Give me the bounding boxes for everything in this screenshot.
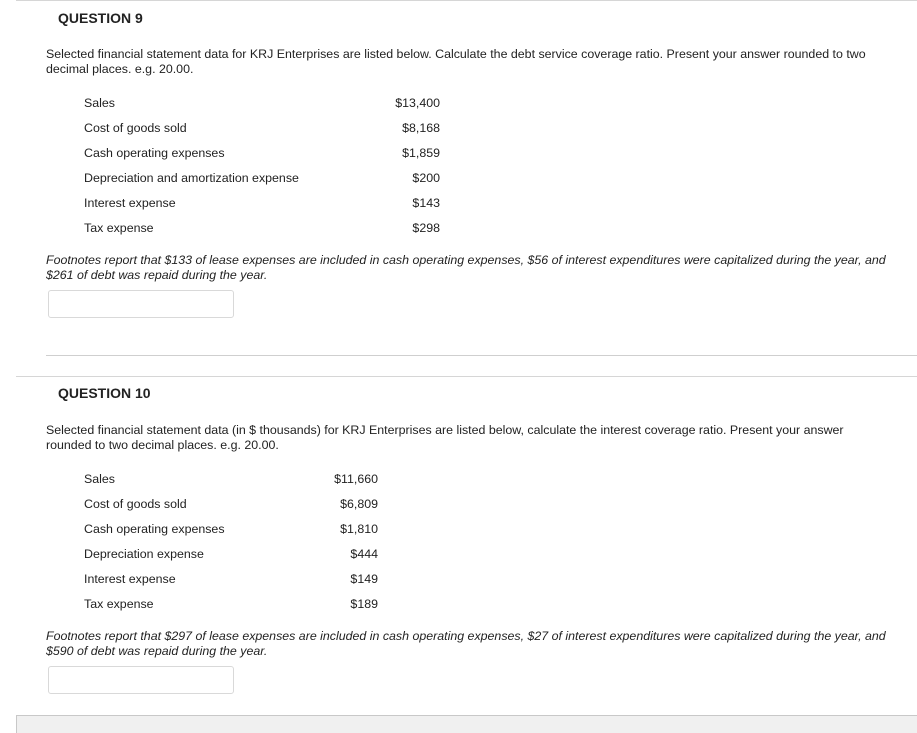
question-title: QUESTION 10 bbox=[58, 385, 151, 401]
table-row bbox=[84, 140, 440, 165]
table-row bbox=[84, 165, 440, 190]
table-row bbox=[84, 90, 440, 115]
row-label: Interest expense bbox=[84, 571, 176, 586]
row-label: Sales bbox=[84, 471, 115, 486]
row-label: Interest expense bbox=[84, 195, 176, 210]
question-prompt: Selected financial statement data for KRJ Enterprises are listed below. Calculate the debt service coverage ratio. Present your answer rounded to two decimal places. e.g. 20.00. bbox=[46, 47, 866, 76]
row-label: Cash operating expenses bbox=[84, 145, 225, 160]
row-value: $6,809 bbox=[340, 496, 378, 511]
row-label: Depreciation and amortization expense bbox=[84, 170, 299, 185]
row-value: $149 bbox=[350, 571, 378, 586]
table-row bbox=[84, 115, 440, 140]
row-value: $1,859 bbox=[402, 145, 440, 160]
row-value: $13,400 bbox=[395, 95, 440, 110]
question-footnote: Footnotes report that $297 of lease expenses are included in cash operating expenses, $27 of interest expenditures were capitalized during the year, and $590 of debt was repaid during the year. bbox=[46, 629, 886, 658]
row-value: $1,810 bbox=[340, 521, 378, 536]
row-value: $143 bbox=[412, 195, 440, 210]
table-row bbox=[84, 466, 378, 491]
table-row bbox=[84, 566, 378, 591]
financial-data-table bbox=[84, 466, 378, 616]
table-row bbox=[84, 215, 440, 240]
table-row bbox=[84, 541, 378, 566]
table-row bbox=[84, 591, 378, 616]
financial-data-table bbox=[84, 90, 440, 240]
table-row bbox=[84, 491, 378, 516]
row-label: Cost of goods sold bbox=[84, 496, 187, 511]
row-value: $444 bbox=[350, 546, 378, 561]
row-label: Tax expense bbox=[84, 596, 154, 611]
answer-input-q10[interactable] bbox=[48, 666, 234, 694]
row-value: $11,660 bbox=[334, 471, 378, 486]
question-title: QUESTION 9 bbox=[58, 10, 143, 26]
row-label: Tax expense bbox=[84, 220, 154, 235]
answer-input-q9[interactable] bbox=[48, 290, 234, 318]
question-10 bbox=[16, 376, 917, 711]
next-question-panel bbox=[16, 715, 917, 733]
row-value: $200 bbox=[412, 170, 440, 185]
table-row bbox=[84, 516, 378, 541]
question-prompt: Selected financial statement data (in $ thousands) for KRJ Enterprises are listed below, calculate the interest coverage ratio. Present your answer rounded to two decimal places. e.g. 20.00. bbox=[46, 423, 844, 452]
row-value: $189 bbox=[350, 596, 378, 611]
row-label: Sales bbox=[84, 95, 115, 110]
row-value: $8,168 bbox=[402, 120, 440, 135]
question-divider bbox=[46, 355, 917, 356]
question-footnote: Footnotes report that $133 of lease expenses are included in cash operating expenses, $56 of interest expenditures were capitalized during the year, and $261 of debt was repaid during the year. bbox=[46, 253, 886, 282]
row-label: Depreciation expense bbox=[84, 546, 204, 561]
row-value: $298 bbox=[412, 220, 440, 235]
row-label: Cost of goods sold bbox=[84, 120, 187, 135]
table-row bbox=[84, 190, 440, 215]
row-label: Cash operating expenses bbox=[84, 521, 225, 536]
question-9 bbox=[16, 0, 917, 357]
